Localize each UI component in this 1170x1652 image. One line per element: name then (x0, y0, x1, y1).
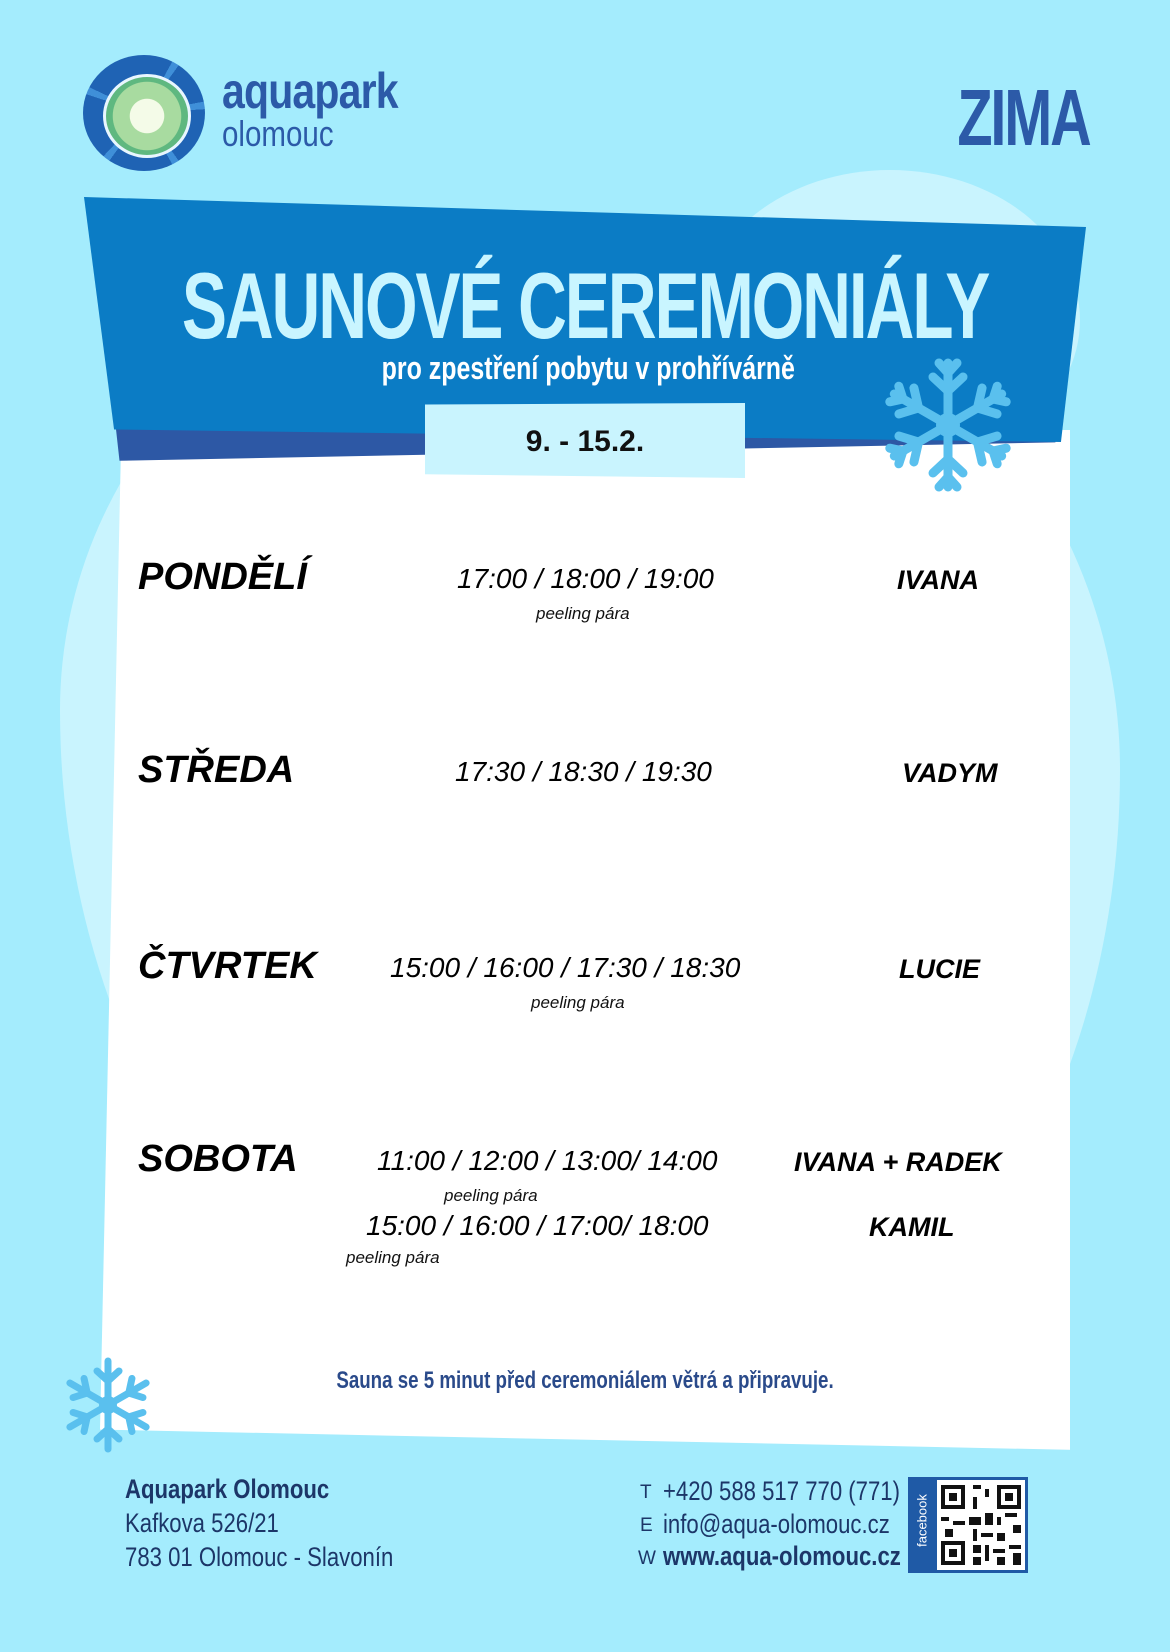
logo-city: olomouc (222, 113, 334, 154)
day-label: SOBOTA (138, 1138, 298, 1180)
session-times: 17:30 / 18:30 / 19:30 (455, 756, 712, 787)
footer-phone[interactable]: +420 588 517 770 (771) (663, 1476, 900, 1506)
footer-email[interactable]: info@aqua-olomouc.cz (663, 1509, 890, 1539)
session-times: 15:00 / 16:00 / 17:00/ 18:00 (366, 1210, 709, 1241)
footer-city: 783 01 Olomouc - Slavonín (125, 1542, 394, 1572)
aquapark-logo-center (103, 74, 191, 158)
session-host: VADYM (902, 758, 998, 788)
footer-company: Aquapark Olomouc (125, 1474, 330, 1504)
season-label: ZIMA (957, 73, 1090, 162)
facebook-label: facebook (914, 1494, 930, 1547)
session-host: LUCIE (899, 954, 980, 984)
day-label: STŘEDA (138, 749, 295, 791)
session-note: peeling pára (444, 1186, 538, 1205)
session-note: peeling pára (536, 604, 630, 623)
date-range: 9. - 15.2. (525, 425, 645, 458)
session-host: KAMIL (869, 1212, 955, 1242)
session-times: 11:00 / 12:00 / 13:00/ 14:00 (377, 1145, 718, 1176)
session-note: peeling pára (531, 993, 625, 1012)
page-title: SAUNOVÉ CEREMONIÁLY (181, 253, 989, 358)
day-label: ČTVRTEK (138, 945, 317, 987)
session-note: peeling pára (346, 1248, 440, 1267)
web-label: W (638, 1548, 656, 1569)
logo-name: aquapark (222, 63, 398, 119)
email-label: E (640, 1515, 653, 1536)
qr-code-icon[interactable] (937, 1480, 1025, 1570)
session-host: IVANA (897, 565, 980, 595)
footer-web[interactable]: www.aqua-olomouc.cz (663, 1541, 901, 1571)
day-label: PONDĚLÍ (138, 556, 307, 598)
phone-label: T (640, 1482, 652, 1503)
session-times: 17:00 / 18:00 / 19:00 (457, 563, 714, 594)
footer-street: Kafkova 526/21 (125, 1508, 279, 1538)
session-host: IVANA + RADEK (794, 1147, 1002, 1177)
session-times: 15:00 / 16:00 / 17:30 / 18:30 (390, 952, 741, 983)
page-subtitle: pro zpestření pobytu v prohřívárně (381, 350, 795, 386)
snowflake-icon (878, 350, 1018, 500)
notice-text: Sauna se 5 minut před ceremoniálem větrá a připravuje. (336, 1367, 834, 1394)
facebook-icon (908, 1477, 936, 1573)
